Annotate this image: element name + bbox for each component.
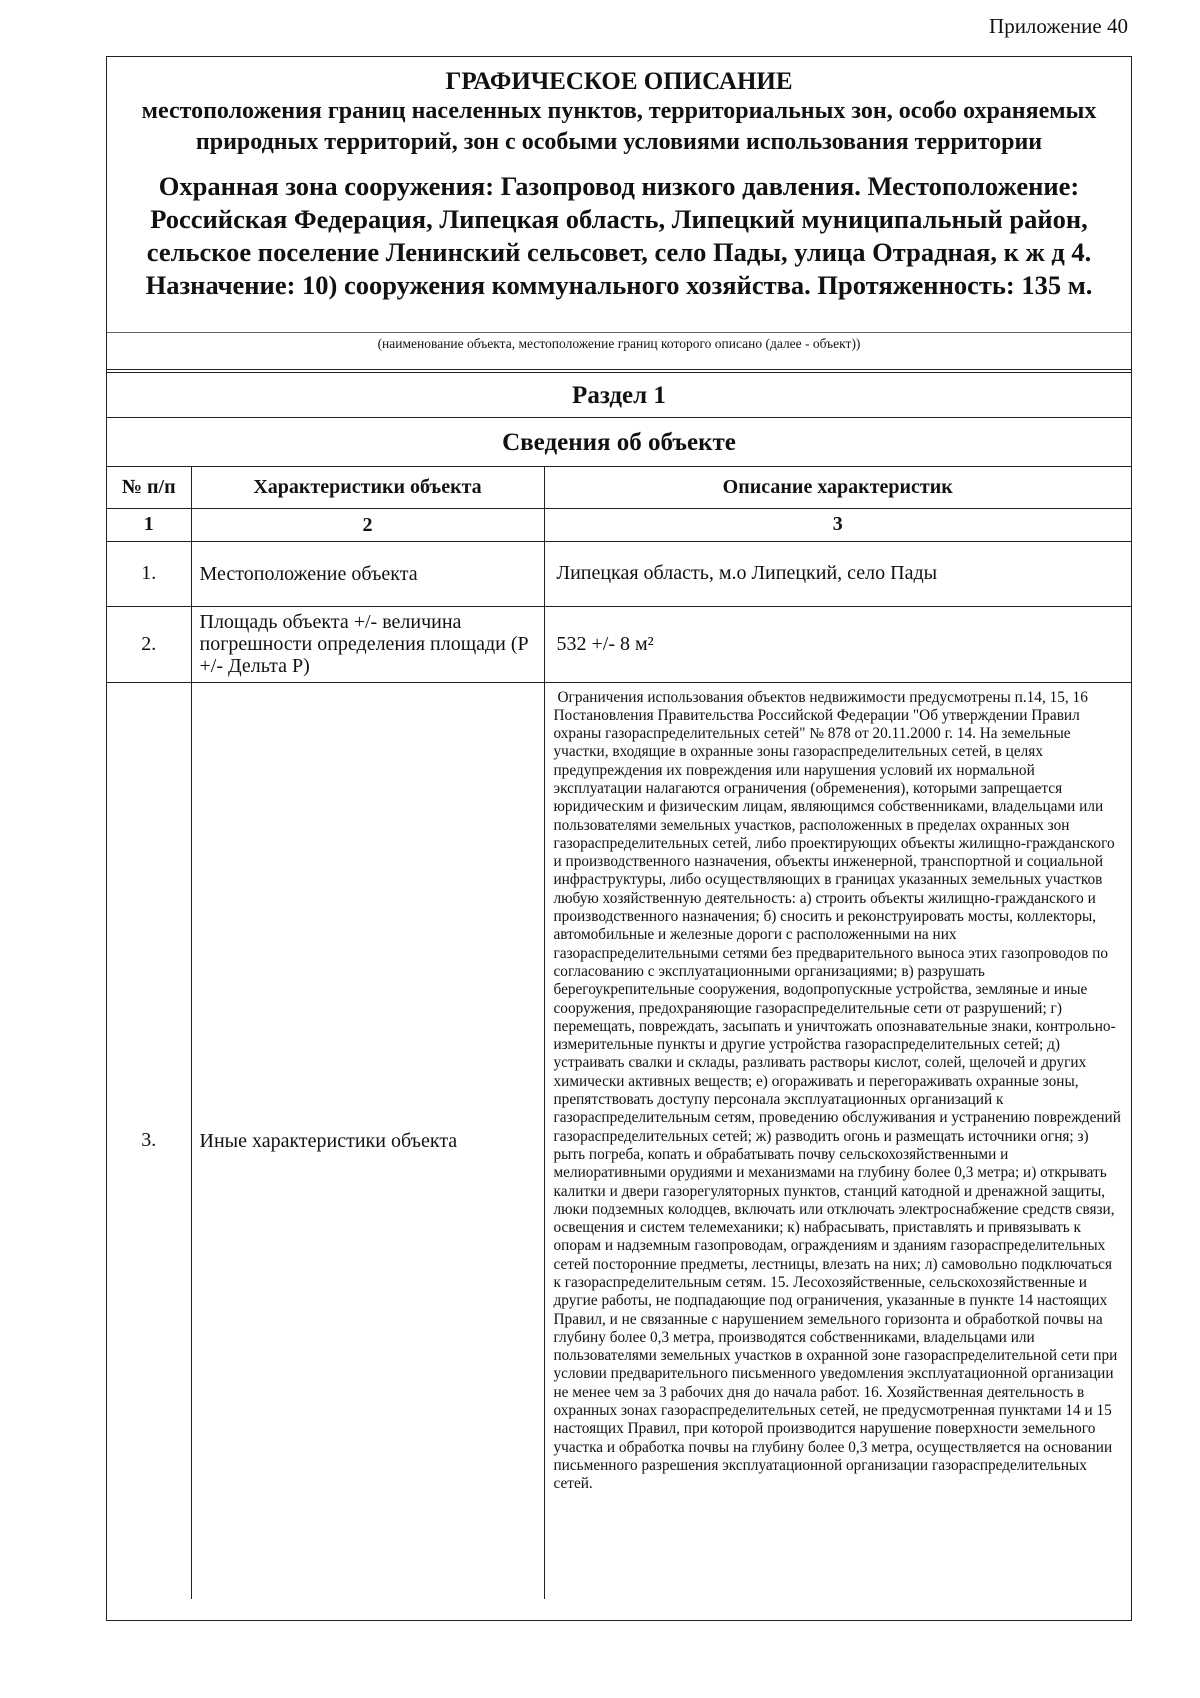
column-number-1: 1 [107,508,191,541]
document-title: ГРАФИЧЕСКОЕ ОПИСАНИЕ [445,68,793,95]
row-number: 1. [107,541,191,606]
appendix-label: Приложение 40 [989,14,1128,38]
row-description [544,682,1131,1599]
column-number-3: 3 [544,508,1131,541]
caption-divider [107,332,1131,333]
document-subtitle: местоположения границ населенных пунктов, территориальных зон, особо охраняемых природных территорий, зон с особыми условиями использования территории [141,98,1097,155]
object-info-table [107,467,1131,1599]
object-description: Охранная зона сооружения: Газопровод низкого давления. Местоположение: Российская Федерация, Липецкая область, Липецкий муниципальный район, сельское поселение Ленинский сельсовет, село Пады, улица Отрадная, к ж д 4. Назначение: 10) сооружения коммунального хозяйства. Протяженность: 135 м. [145,171,1093,300]
section-title: Раздел 1 [107,372,1131,418]
object-caption: (наименование объекта, местоположение границ которого описано (далее - объект)) [377,336,861,351]
column-number-row [107,508,1131,541]
section-subtitle: Сведения об объекте [107,418,1131,467]
table-row [107,541,1131,606]
column-number-2: 2 [191,508,544,541]
row-description: Липецкая область, м.о Липецкий, село Пады [544,541,1131,606]
header-characteristic: Характеристики объекта [191,467,544,508]
row-characteristic: Площадь объекта +/- величина погрешности определения площади (Р +/- Дельта Р) [191,606,544,682]
header-description: Описание характеристик [544,467,1131,508]
row-description: 532 +/- 8 м² [544,606,1131,682]
row-number: 3. [107,682,191,1599]
header-number: № п/п [107,467,191,508]
document-header [107,57,1131,370]
table-row [107,606,1131,682]
document-frame [106,56,1132,1621]
table-row [107,682,1131,1599]
row-number: 2. [107,606,191,682]
row-characteristic: Местоположение объекта [191,541,544,606]
table-header-row [107,467,1131,508]
restrictions-text: Ограничения использования объектов недвижимости предусмотрены п.14, 15, 16 Постановления Правительства Российской Федерации "Об утверждении Правил охраны газораспределительных сетей" № 878 от 20.11.2000 г. 14. На земельные участки, входящие в охранные зоны газораспределительных сетей, в целях предупреждения их повреждения или нарушения условий их нормальной эксплуатации налагаются ограничения (обременения), которыми запрещается юридическим и физическим лицам, являющимся собственниками, владельцами или пользователями земельных участков, расположенных в пределах охранных зон газораспределительных сетей, либо проектирующих объекты жилищно-гражданского и производственного назначения, объекты инженерной, транспортной и социальной инфраструктуры, либо осуществляющих в границах указанных земельных участков любую хозяйственную деятельность: а) строить объекты жилищно-гражданского и производственного назначения; б) сносить и реконструировать мосты, коллекторы, автомобильные и железные дороги с расположенными на них газораспределительными сетями без предварительного выноса этих газопроводов по согласованию с эксплуатационными организациями; в) разрушать берегоукрепительные сооружения, водопропускные устройства, земляные и иные сооружения, предохраняющие газораспределительные сети от разрушений; г) перемещать, повреждать, засыпать и уничтожать опознавательные знаки, контрольно-измерительные пункты и другие устройства газораспределительных сетей; д) устраивать свалки и склады, разливать растворы кислот, солей, щелочей и других химически активных веществ; е) огораживать и перегораживать охранные зоны, препятствовать доступу персонала эксплуатационных организаций к газораспределительным сетям, проведению обслуживания и устранению повреждений газораспределительных сетей; ж) разводить огонь и размещать источники огня; з) рыть погреба, копать и обрабатывать почву сельскохозяйственными и мелиоративными орудиями и механизмами на глубину более 0,3 метра; и) открывать калитки и двери газорегуляторных пунктов, станций катодной и дренажной защиты, люки подземных колодцев, включать или отключать электроснабжение средств связи, освещения и систем телемеханики; к) набрасывать, приставлять и привязывать к опорам и надземным газопроводам, ограждениям и зданиям газораспределительных сетей посторонние предметы, лестницы, влезать на них; л) самовольно подключаться к газораспределительным сетям. 15. Лесохозяйственные, сельскохозяйственные и другие работы, не подпадающие под ограничения, указанные в пункте 14 настоящих Правил, и не связанные с нарушением земельного горизонта и обработкой почвы на глубину более 0,3 метра, производятся собственниками, владельцами или пользователями земельных участков в охранной зоне газораспределительной сети при условии предварительного письменного уведомления эксплуатационной организации не менее чем за 3 рабочих дня до начала работ. 16. Хозяйственная деятельность в охранных зонах газораспределительных сетей, не предусмотренная пунктами 14 и 15 настоящих Правил, при которой производится нарушение поверхности земельного участка и обработка почвы на глубину более 0,3 метра, осуществляется на основании письменного разрешения эксплуатационной организации газораспределительных сетей. [553,688,1121,1493]
row-characteristic: Иные характеристики объекта [191,682,544,1599]
